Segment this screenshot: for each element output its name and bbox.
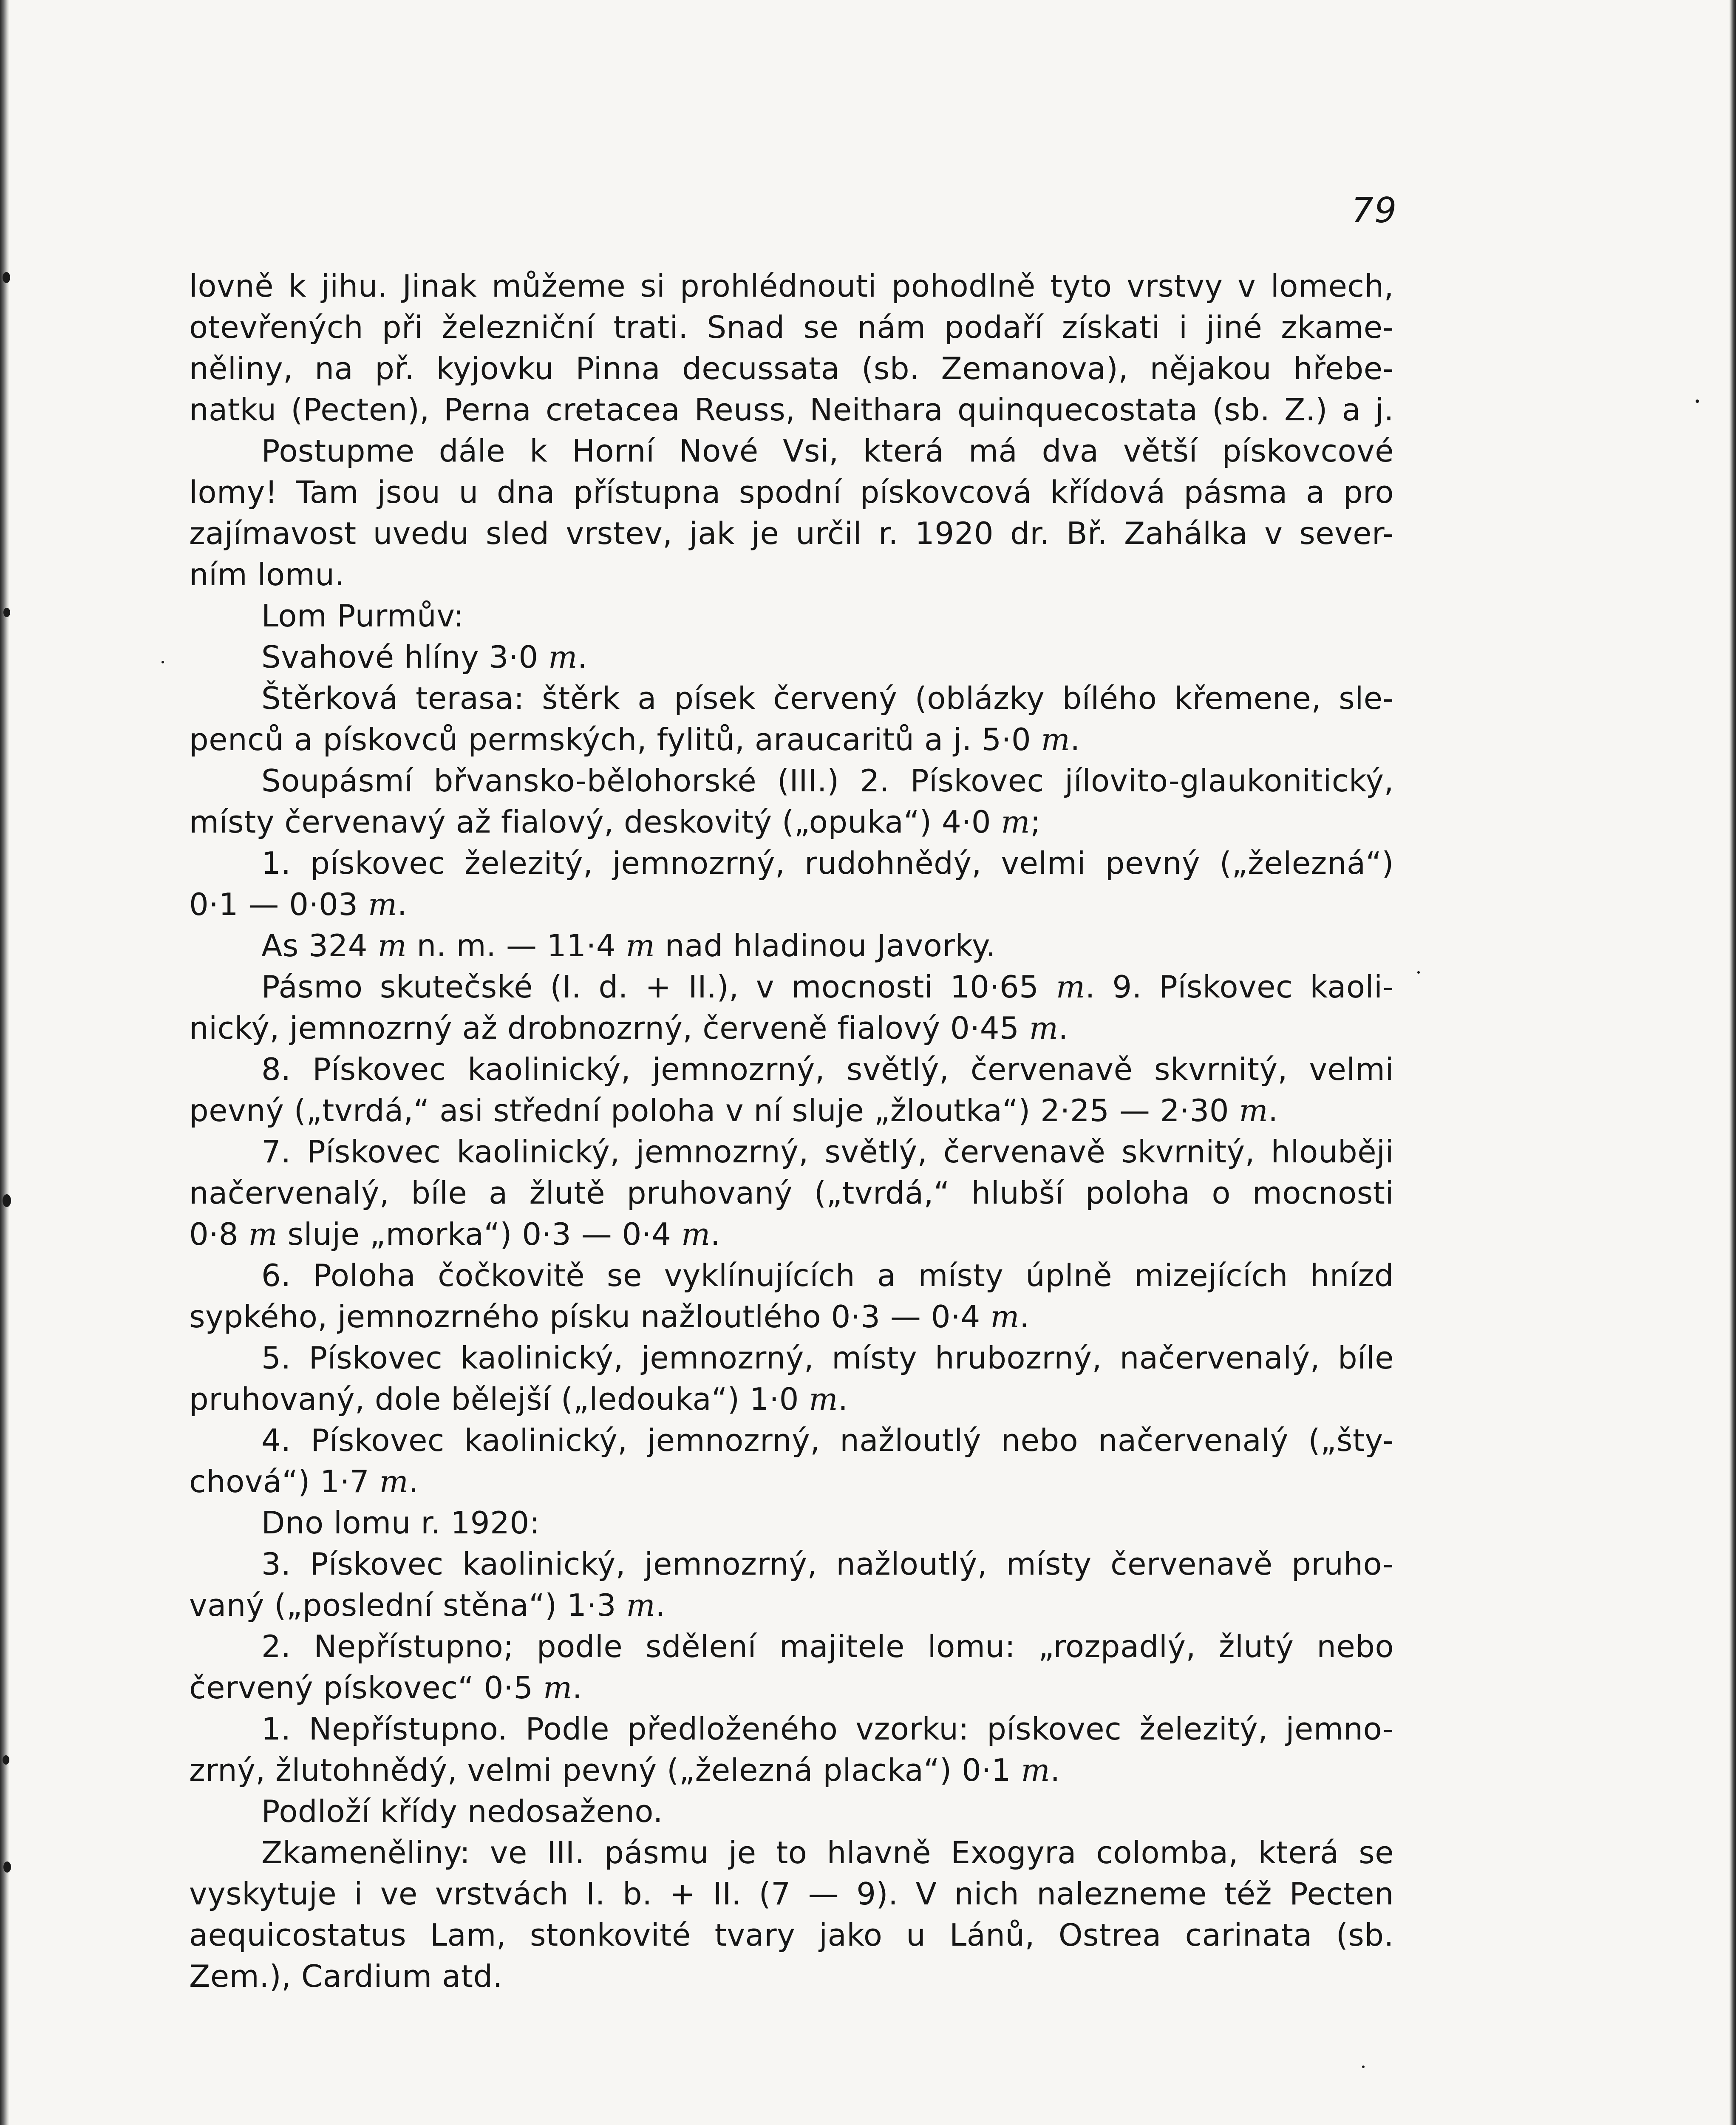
text-fragment: zrný, žlutohnědý, velmi pevný („železná placka“) 0·1 [189, 1752, 1021, 1788]
text-fragment: penců a pískovců permských, fylitů, araucaritů a j. 5·0 [189, 722, 1041, 757]
text-fragment: . [1019, 1299, 1030, 1334]
text-fragment: 4. Pískovec kaolinický, jemnozrný, nažloutlý nebo načervenalý („šty- [261, 1422, 1394, 1458]
text-fragment: . [577, 639, 588, 675]
text-line [189, 1461, 1394, 1502]
text-fragment: Podloží křídy nedosaženo. [261, 1794, 663, 1829]
unit-symbol: m [548, 639, 578, 675]
text-fragment: 3. Pískovec kaolinický, jemnozrný, nažloutlý, místy červenavě pruho- [261, 1546, 1394, 1582]
scan-speck [1696, 400, 1699, 403]
text-fragment: otevřených při železniční trati. Snad se nám podaří získati i jiné zkame- [189, 309, 1394, 345]
text-line [189, 1667, 1394, 1708]
text-fragment: . 9. Pískovec kaoli- [1085, 969, 1394, 1005]
text-line [189, 1049, 1394, 1090]
text-fragment: místy červenavý až fialový, deskovitý („opuka“) 4·0 [189, 804, 1001, 840]
text-line [189, 348, 1394, 389]
text-fragment: 5. Pískovec kaolinický, jemnozrný, místy hrubozrný, načervenalý, bíle [261, 1340, 1394, 1376]
unit-symbol: m [1001, 804, 1031, 840]
text-fragment: . [572, 1670, 583, 1706]
text-fragment: 0·8 [189, 1216, 249, 1252]
unit-symbol: m [626, 1587, 656, 1623]
text-fragment: . [710, 1216, 721, 1252]
text-fragment: pruhovaný, dole bělejší („ledouka“) 1·0 [189, 1381, 809, 1417]
scan-edge-left [0, 0, 9, 2125]
text-line [189, 802, 1394, 843]
text-line [189, 1420, 1394, 1461]
text-line [189, 1255, 1394, 1296]
text-line [189, 431, 1394, 472]
text-fragment: . [655, 1587, 666, 1623]
scan-edge-right [1729, 0, 1736, 2125]
text-fragment: sluje „morka“) 0·3 — 0·4 [278, 1216, 681, 1252]
text-fragment: 6. Poloha čočkovitě se vyklínujících a místy úplně mizejících hnízd [261, 1258, 1394, 1293]
text-fragment: . [1050, 1752, 1060, 1788]
unit-symbol: m [990, 1299, 1020, 1334]
text-line [189, 1008, 1394, 1049]
text-fragment: 1. pískovec železitý, jemnozrný, rudohnědý, velmi pevný („železná“) [261, 845, 1394, 881]
scan-speck [1417, 971, 1420, 974]
text-line [189, 1173, 1394, 1214]
scan-speck [3, 608, 10, 617]
text-fragment: . [1268, 1093, 1278, 1128]
text-line [189, 966, 1394, 1008]
scan-speck [161, 661, 164, 663]
scan-speck [3, 1862, 11, 1873]
text-fragment: Postupme dále k Horní Nové Vsi, která má dva větší pískovcové [261, 433, 1394, 469]
text-line [189, 595, 1394, 637]
text-fragment: . [1058, 1010, 1068, 1046]
text-fragment: As 324 [261, 928, 378, 963]
text-fragment: 7. Pískovec kaolinický, jemnozrný, světlý, červenavě skvrnitý, hlouběji [261, 1134, 1394, 1170]
unit-symbol: m [1239, 1093, 1269, 1128]
text-fragment: Štěrková terasa: štěrk a písek červený (oblázky bílého křemene, sle- [261, 680, 1394, 716]
text-line [189, 1873, 1394, 1915]
text-line [189, 1832, 1394, 1873]
unit-symbol: m [1041, 722, 1070, 757]
text-line [189, 1750, 1394, 1791]
text-fragment: ním lomu. [189, 557, 345, 592]
text-line [189, 1131, 1394, 1173]
text-fragment: . [838, 1381, 848, 1417]
unit-symbol: m [379, 1464, 409, 1499]
text-fragment: vaný („poslední stěna“) 1·3 [189, 1587, 626, 1623]
text-fragment: sypkého, jemnozrného písku nažloutlého 0·3 — 0·4 [189, 1299, 991, 1334]
text-fragment: chová“) 1·7 [189, 1464, 379, 1499]
text-fragment: nad hladinou Javorky. [655, 928, 996, 963]
text-line [189, 719, 1394, 760]
text-fragment: Zkameněliny: ve III. pásmu je to hlavně Exogyra colomba, která se [261, 1835, 1394, 1870]
text-fragment: natku (Pecten), Perna cretacea Reuss, Neithara quinquecostata (sb. Z.) a j. [189, 392, 1394, 428]
text-fragment: ; [1030, 804, 1041, 840]
text-fragment: Lom Purmův: [261, 598, 464, 634]
unit-symbol: m [809, 1381, 838, 1417]
text-line [189, 1379, 1394, 1420]
unit-symbol: m [1021, 1752, 1051, 1788]
text-line [189, 307, 1394, 348]
text-line [189, 1090, 1394, 1131]
text-line [189, 1337, 1394, 1379]
text-fragment: . [397, 887, 408, 922]
text-line [189, 1502, 1394, 1544]
scan-speck [3, 1755, 9, 1765]
text-line [189, 554, 1394, 595]
text-fragment: něliny, na př. kyjovku Pinna decussata (sb. Zemanova), nějakou hřebe- [189, 351, 1394, 386]
unit-symbol: m [248, 1216, 278, 1252]
text-fragment: načervenalý, bíle a žlutě pruhovaný („tvrdá,“ hlubší poloha o mocnosti [189, 1175, 1394, 1211]
unit-symbol: m [368, 887, 397, 922]
text-fragment: Dno lomu r. 1920: [261, 1505, 540, 1541]
text-fragment: 8. Pískovec kaolinický, jemnozrný, světlý, červenavě skvrnitý, velmi [261, 1051, 1394, 1087]
text-line [189, 1544, 1394, 1585]
unit-symbol: m [626, 928, 655, 963]
text-fragment: Zem.), Cardium atd. [189, 1958, 503, 1994]
text-fragment: 1. Nepřístupno. Podle předloženého vzorku: pískovec železitý, jemno- [261, 1711, 1394, 1747]
text-fragment: lovně k jihu. Jinak můžeme si prohlédnouti pohodlně tyto vrstvy v lomech, [189, 268, 1394, 304]
text-fragment: . [408, 1464, 419, 1499]
text-line [189, 843, 1394, 884]
text-fragment: lomy! Tam jsou u dna přístupna spodní pískovcová křídová pásma a pro [189, 474, 1394, 510]
text-fragment: 0·1 — 0·03 [189, 887, 368, 922]
page-number: 79 [1351, 190, 1398, 231]
text-line [189, 760, 1394, 802]
text-line [189, 925, 1394, 966]
text-line [189, 1708, 1394, 1750]
text-line [189, 1915, 1394, 1956]
text-line [189, 513, 1394, 554]
scan-speck [1362, 2066, 1365, 2068]
unit-symbol: m [681, 1216, 711, 1252]
text-line [189, 678, 1394, 719]
text-line [189, 1296, 1394, 1337]
text-fragment: 2. Nepřístupno; podle sdělení majitele lomu: „rozpadlý, žlutý nebo [261, 1629, 1394, 1664]
text-line [189, 884, 1394, 925]
text-fragment: červený pískovec“ 0·5 [189, 1670, 543, 1706]
text-fragment: Pásmo skutečské (I. d. + II.), v mocnosti 10·65 [261, 969, 1056, 1005]
text-fragment: zajímavost uvedu sled vrstev, jak je určil r. 1920 dr. Bř. Zahálka v sever- [189, 516, 1394, 551]
scan-speck [3, 272, 10, 283]
text-line [189, 1585, 1394, 1626]
text-fragment: aequicostatus Lam, stonkovité tvary jako u Lánů, Ostrea carinata (sb. [189, 1917, 1394, 1953]
scan-speck [3, 1194, 11, 1207]
text-fragment: vyskytuje i ve vrstvách I. b. + II. (7 — 9). V nich nalezneme též Pecten [189, 1876, 1394, 1912]
text-line [189, 1626, 1394, 1667]
text-line [189, 1214, 1394, 1255]
unit-symbol: m [1029, 1010, 1059, 1046]
text-fragment: Svahové hlíny 3·0 [261, 639, 549, 675]
text-line [189, 472, 1394, 513]
text-fragment: . [1070, 722, 1080, 757]
text-line [189, 1791, 1394, 1832]
text-line [189, 266, 1394, 307]
text-line [189, 1956, 1394, 1997]
unit-symbol: m [543, 1670, 572, 1706]
text-fragment: pevný („tvrdá,“ asi střední poloha v ní sluje „žloutka“) 2·25 — 2·30 [189, 1093, 1239, 1128]
text-fragment: nický, jemnozrný až drobnozrný, červeně fialový 0·45 [189, 1010, 1029, 1046]
body-text [189, 266, 1394, 1997]
text-line [189, 389, 1394, 431]
text-fragment: n. m. — 11·4 [407, 928, 626, 963]
unit-symbol: m [1056, 969, 1085, 1005]
unit-symbol: m [377, 928, 407, 963]
text-line [189, 637, 1394, 678]
text-fragment: Soupásmí břvansko-bělohorské (III.) 2. Pískovec jílovito-glaukonitický, [261, 763, 1394, 799]
